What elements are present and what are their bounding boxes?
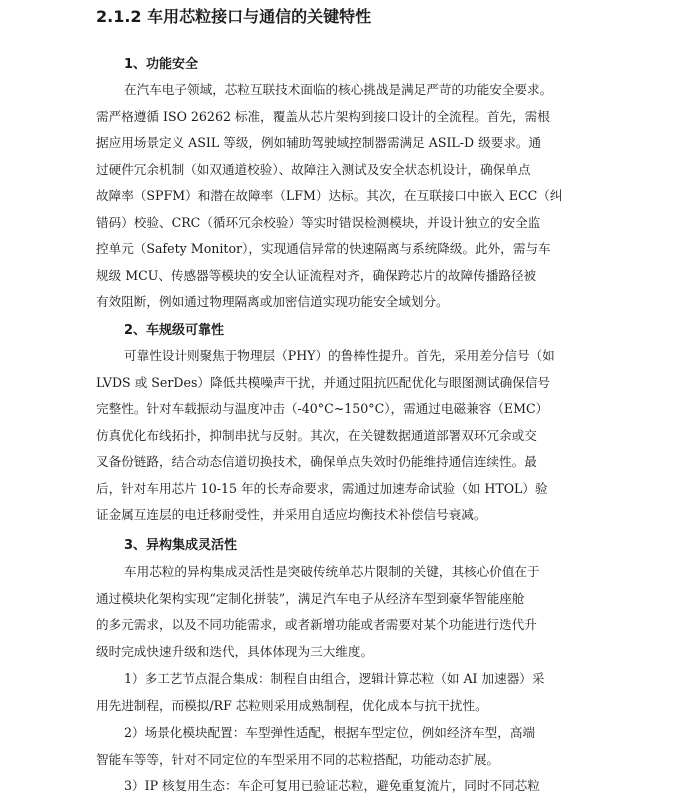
text-line: LVDS 或 SerDes）降低共模噪声干扰，并通过阻抗匹配优化与眼图测试确保信号 — [96, 374, 551, 390]
text-line: 规级 MCU、传感器等模块的安全认证流程对齐，确保跨芯片的故障传播路径被 — [96, 267, 537, 283]
paragraph-functional-safety — [96, 77, 586, 316]
subsection-heading-reliability: 2、车规级可靠性 — [124, 323, 225, 338]
subsection-heading-heterogeneous-integration: 3、异构集成灵活性 — [124, 538, 238, 553]
text-line: 车用芯粒的异构集成灵活性是突破传统单芯片限制的关键，其核心价值在于 — [124, 564, 540, 579]
text-line: 后，针对车用芯片 10-15 年的长寿命要求，需通过加速寿命试验（如 HTOL）验 — [96, 480, 548, 496]
text-line: 2）场景化模块配置：车型弹性适配，根据车型定位，例如经济车型，高端 — [124, 725, 536, 740]
list-item-scenario-module-config — [96, 720, 586, 773]
text-line: 在汽车电子领域，芯粒互联技术面临的核心挑战是满足严苛的功能安全要求。 — [124, 82, 553, 97]
text-line: 故障率（SPFM）和潜在故障率（LFM）达标。其次，在互联接口中嵌入 ECC（纠 — [96, 188, 563, 203]
text-line: 仿真优化布线拓扑，抑制串扰与反射。其次，在关键数据通道部署双环冗余或交 — [96, 427, 537, 443]
text-line: 证金属互连层的电迁移耐受性，并采用自适应均衡技术补偿信号衰减。 — [96, 507, 487, 522]
text-line: 错码）校验、CRC（循环冗余校验）等实时错误检测模块，并设计独立的安全监 — [96, 214, 541, 230]
text-line: 叉备份链路，结合动态信道切换技术，确保单点失效时仍能维持通信连续性。最 — [96, 454, 537, 469]
text-line: 用先进制程，而模拟/RF 芯粒则采用成熟制程，优化成本与抗干扰性。 — [96, 697, 488, 713]
list-item-ip-reuse-ecosystem — [96, 773, 586, 800]
text-line: 3）IP 核复用生态：车企可复用已验证芯粒，避免重复流片，同时不同芯粒 — [124, 778, 540, 793]
text-line: 通过模块化架构实现“定制化拼装”，满足汽车电子从经济车型到豪华智能座舱 — [96, 590, 525, 606]
text-line: 控单元（Safety Monitor），实现通信异常的快速隔离与系统降级。此外，需与车 — [96, 241, 551, 256]
paragraph-heterogeneous-integration — [96, 559, 586, 665]
subsection-heading-functional-safety: 1、功能安全 — [124, 57, 199, 72]
paragraph-reliability — [96, 343, 586, 529]
text-line: 有效阻断，例如通过物理隔离或加密信道实现功能安全域划分。 — [96, 294, 449, 309]
text-line: 智能车等等，针对不同定位的车型采用不同的芯粒搭配，功能动态扩展。 — [96, 751, 499, 767]
text-line: 的多元需求，以及不同功能需求，或者新增功能或者需要对某个功能进行迭代升 — [96, 617, 537, 632]
text-line: 可靠性设计则聚焦于物理层（PHY）的鲁棒性提升。首先，采用差分信号（如 — [124, 348, 555, 363]
text-line: 据应用场景定义 ASIL 等级，例如辅助驾驶域控制器需满足 ASIL-D 级要求。通 — [96, 135, 542, 150]
section-title: 2.1.2 车用芯粒接口与通信的关键特性 — [96, 7, 372, 26]
text-line: 级时完成快速升级和迭代，具体体现为三大维度。 — [96, 643, 374, 659]
text-line: 需严格遵循 ISO 26262 标准，覆盖从芯片架构到接口设计的全流程。首先，需根 — [96, 108, 550, 124]
text-line: 1）多工艺节点混合集成：制程自由组合，逻辑计算芯粒（如 AI 加速器）采 — [124, 671, 545, 686]
text-line: 过硬件冗余机制（如双通道校验）、故障注入测试及安全状态机设计，确保单点 — [96, 161, 531, 177]
text-line: 完整性。针对车载振动与温度冲击（-40°C~150°C），需通过电磁兼容（EMC） — [96, 401, 549, 416]
list-item-multi-process-integration — [96, 666, 586, 719]
